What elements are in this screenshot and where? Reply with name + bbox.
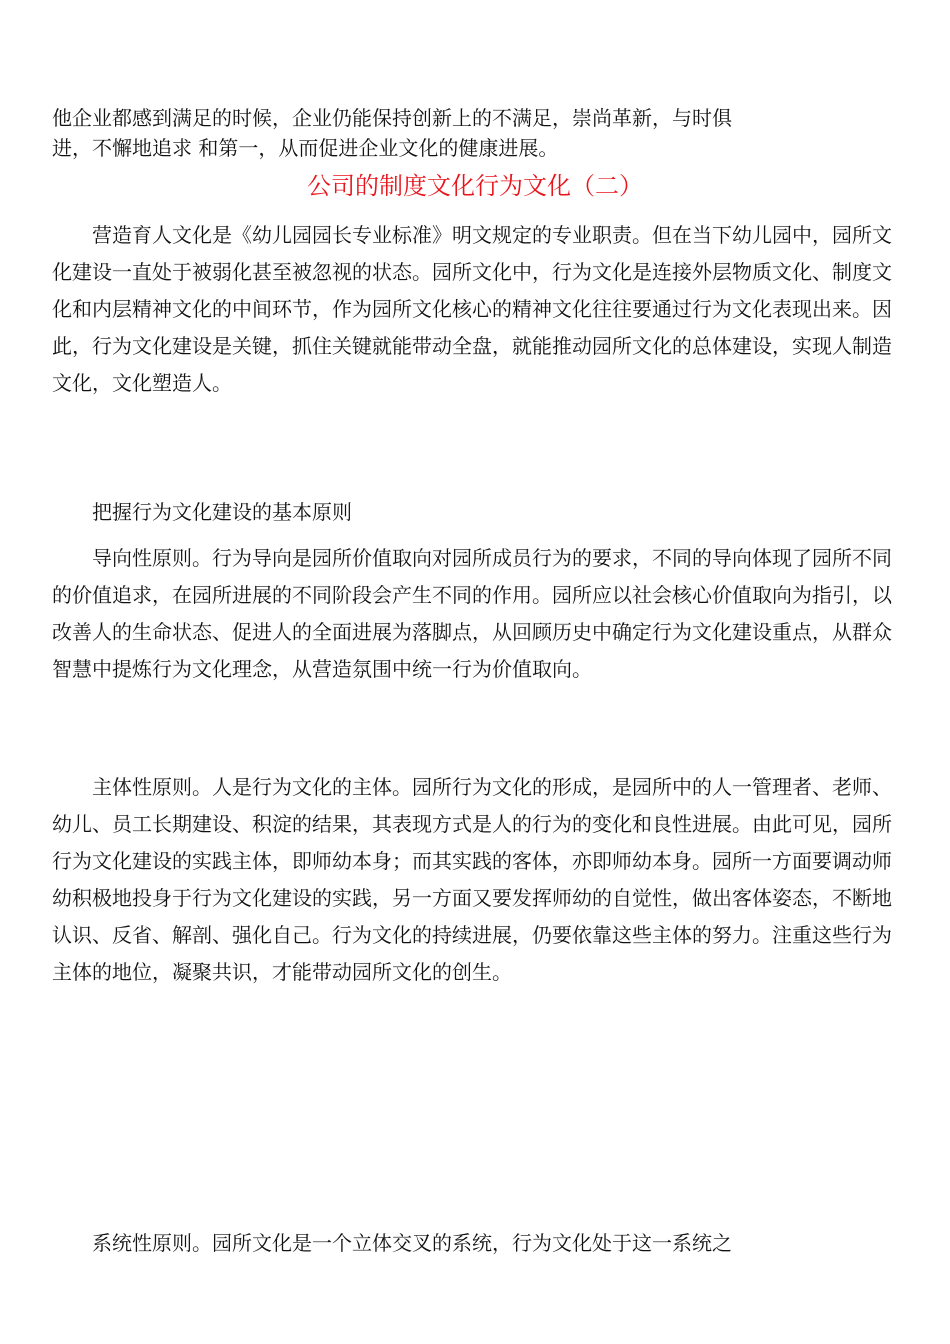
section-heading-text: 把握行为文化建设的基本原则 [92, 500, 352, 524]
section-heading [52, 494, 892, 531]
intro-line-1: 他企业都感到满足的时候，企业仍能保持创新上的不满足，崇尚革新，与时俱 [52, 106, 732, 130]
paragraph-intro [52, 217, 892, 402]
paragraph-subject-principle [52, 769, 892, 991]
paragraph-text: 系统性原则。园所文化是一个立体交叉的系统，行为文化处于这一系统之 [92, 1231, 732, 1255]
paragraph-guidance-principle [52, 540, 892, 688]
paragraph-text: 主体性原则。人是行为文化的主体。园所行为文化的形成，是园所中的人一管理者、老师、幼儿、员工长期建设、积淀的结果，其表现方式是人的行为的变化和良性进展。由此可见，园所行为文化建设的实践主体，即师幼本身；而其实践的客体，亦即师幼本身。园所一方面要调动师幼积极地投身于行为文化建设的实践，另一方面又要发挥师幼的自觉性，做出客体姿态，不断地认识、反省、解剖、强化自己。行为文化的持续进展，仍要依靠这些主体的努力。注重这些行为主体的地位，凝聚共识，才能带动园所文化的创生。 [52, 775, 892, 984]
document-title: 公司的制度文化行为文化（二） [307, 172, 643, 200]
paragraph-text: 营造育人文化是《幼儿园园长专业标准》明文规定的专业职责。但在当下幼儿园中，园所文化建设一直处于被弱化甚至被忽视的状态。园所文化中，行为文化是连接外层物质文化、制度文化和内层精神文化的中间环节，作为园所文化核心的精神文化往往要通过行为文化表现出来。因此，行为文化建设是关键，抓住关键就能带动全盘，就能推动园所文化的总体建设，实现人制造文化，文化塑造人。 [52, 223, 892, 395]
paragraph-text: 导向性原则。行为导向是园所价值取向对园所成员行为的要求，不同的导向体现了园所不同的价值追求，在园所进展的不同阶段会产生不同的作用。园所应以社会核心价值取向为指引，以改善人的生命状态、促进人的全面进展为落脚点，从回顾历史中确定行为文化建设重点，从群众智慧中提炼行为文化理念，从营造氛围中统一行为价值取向。 [52, 546, 892, 681]
intro-continuation [52, 103, 852, 163]
paragraph-system-principle [52, 1225, 892, 1262]
intro-line-2: 进，不懈地追求 和第一，从而促进企业文化的健康进展。 [52, 136, 559, 160]
